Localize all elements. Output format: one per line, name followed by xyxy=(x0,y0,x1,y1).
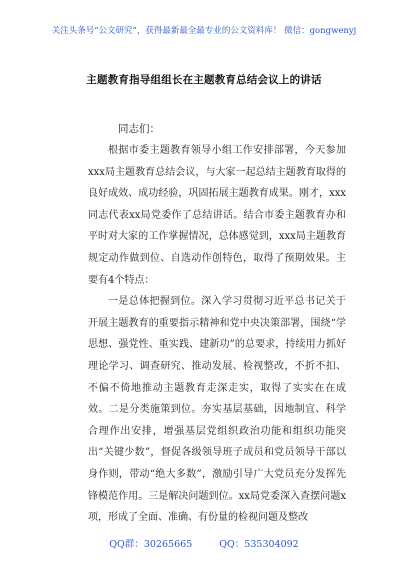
document-title: 主题教育指导组组长在主题教育总结会议上的讲话 xyxy=(86,74,322,86)
footer-contact xyxy=(0,536,408,550)
qq-text: QQ：535304092 xyxy=(219,539,299,550)
salutation: 同志们： xyxy=(118,123,160,135)
header-notice: 关注头条号“公文研究”，获得最新最全最专业的公文资料库！ 微信：gongwenyj xyxy=(51,26,357,36)
paragraph: 一是总体把握到位。深入学习贯彻习近平总书记关于开展主题教育的重要指示精神和党中央决策部署，围绕“学思想、强党性、重实践、建新功”的总要求，持续用力抓好理论学习、调查研究、推动发展、检视整改，不折不扣、不偏不倚地推动主题教育走深走实，取得了实实在在成效。二是分类施策到位。夯实基层基础，因地制宜、科学合理作出安排，增强基层党组织政治功能和组织功能突出“关键少数”，督促各级领导班子成员和党员领导干部以身作则，带动“绝大多数”，激励引导广大党员充分发挥先锋模范作用。三是解决问题到位。xx局党委深入查摆问题x项，形成了全面、准确、有份量的检视问题及整改 xyxy=(88,296,346,524)
document-body xyxy=(88,140,346,529)
paragraph: 根据市委主题教育领导小组工作安排部署，今天参加xxx局主题教育总结会议，与大家一起总结主题教育取得的良好成效、成功经验，巩固拓展主题教育成果。刚才，xxx同志代表xx局党委作了总结讲话。结合市委主题教育办和平时对大家的工作掌握情况，总体感觉到，xxx局主题教育规定动作做到位、自选动作创特色，取得了预期效果。主要有4个特点： xyxy=(88,145,346,286)
qq-group-text: QQ群：30265665 xyxy=(109,539,193,550)
